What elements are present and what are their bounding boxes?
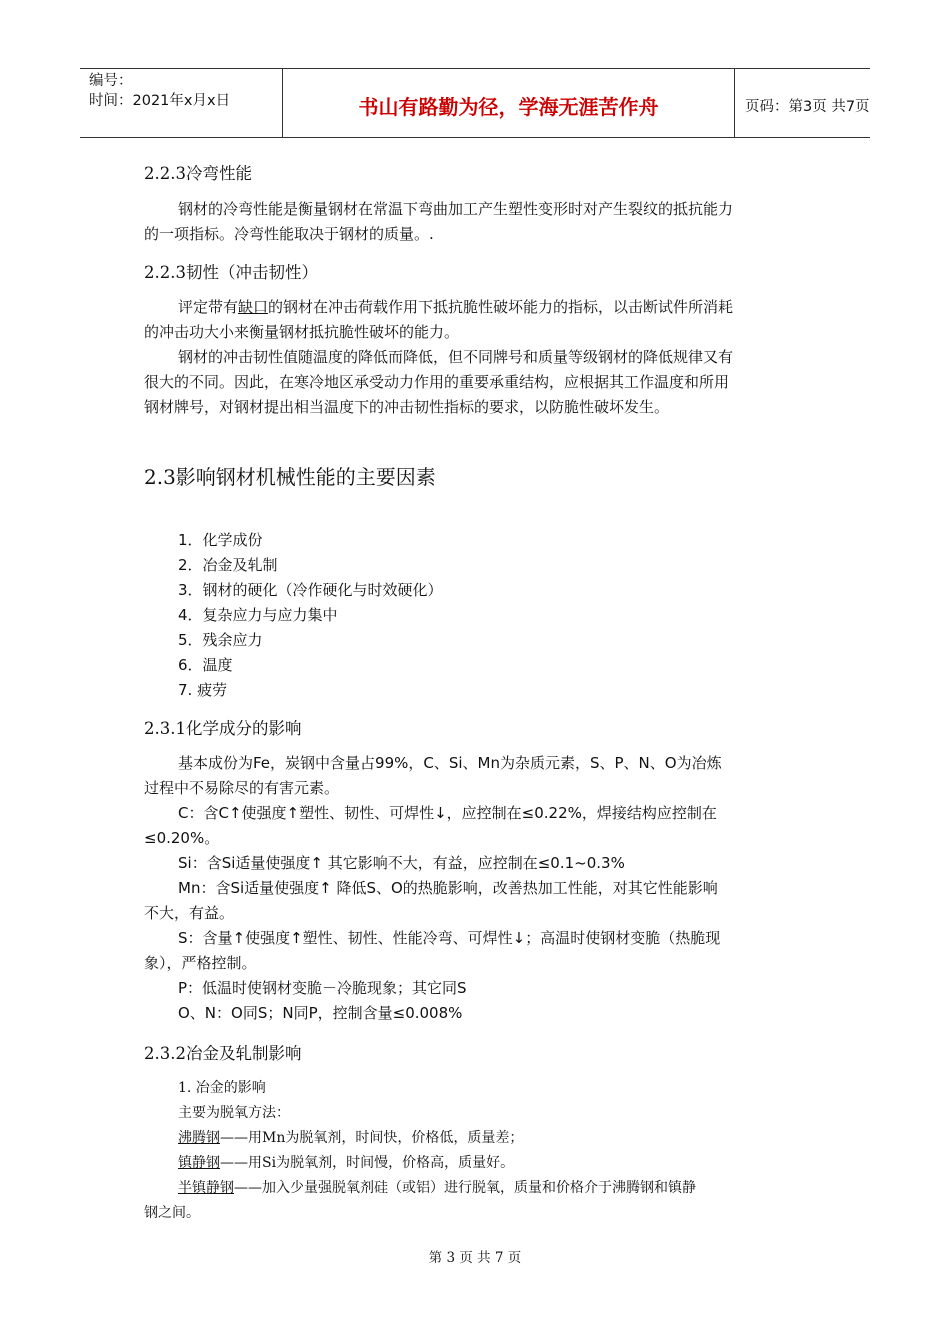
list-item: 4．复杂应力与应力集中 [178, 606, 338, 624]
paragraph-line [178, 1128, 523, 1148]
list-item: 3．钢材的硬化（冷作硬化与时效硬化） [178, 581, 443, 599]
paragraph-line: 过程中不易除尽的有害元素。 [144, 779, 340, 797]
subsection-title: 1. 冶金的影响 [178, 1080, 266, 1096]
text-run: ——加入少量强脱氧剂硅（或铝）进行脱氧，质量和价格介于沸腾钢和镇静 [234, 1180, 696, 1196]
paragraph-line [178, 297, 733, 317]
underlined-term: 沸腾钢 [178, 1130, 220, 1146]
section-title: 2.2.3冷弯性能 [144, 164, 252, 183]
header-motto: 书山有路勤为径，学海无涯苦作舟 [358, 95, 659, 119]
paragraph-line: 钢之间。 [144, 1205, 200, 1221]
header-page-info: 页码：第3页 共7页 [745, 99, 870, 115]
chapter-title: 2.3影响钢材机械性能的主要因素 [144, 465, 436, 489]
paragraph-line: 象），严格控制。 [144, 954, 257, 972]
number-label: 编号： [89, 73, 133, 89]
page-footer: 第 3 页 共 7 页 [428, 1250, 522, 1266]
section-title: 2.3.2冶金及轧制影响 [144, 1044, 302, 1063]
paragraph-line: O、N：O同S；N同P，控制含量≤0.008% [178, 1004, 463, 1022]
paragraph-line: 很大的不同。因此，在寒冷地区承受动力作用的重要承重结构，应根据其工作温度和所用 [144, 373, 730, 391]
paragraph-line: Si：含Si适量使强度↑ 其它影响不大，有益，应控制在≤0.1~0.3% [178, 854, 625, 872]
list-item: 2．冶金及轧制 [178, 556, 278, 574]
page-header [80, 68, 870, 138]
list-item: 1．化学成份 [178, 531, 263, 549]
paragraph-line: 钢材的冲击韧性值随温度的降低而降低，但不同牌号和质量等级钢材的降低规律又有 [178, 348, 734, 366]
paragraph-line: P：低温时使钢材变脆－冷脆现象；其它同S [178, 979, 467, 997]
underlined-term: 镇静钢 [178, 1155, 220, 1171]
paragraph-line: 基本成份为Fe，炭钢中含量占99%，C、Si、Mn为杂质元素，S、P、N、O为冶炼 [178, 754, 722, 772]
date-label: 时间：2021年x月x日 [89, 93, 231, 109]
header-motto-cell [283, 69, 735, 137]
section-title: 2.2.3韧性（冲击韧性） [144, 263, 318, 282]
paragraph-line [178, 1153, 514, 1173]
text-run: ——用Si为脱氧剂，时间慢，价格高，质量好。 [220, 1155, 515, 1171]
paragraph-line: 的冲击功大小来衡量钢材抵抗脆性破坏的能力。 [144, 323, 460, 341]
paragraph-line: Mn：含Si适量使强度↑ 降低S、O的热脆影响，改善热加工性能，对其它性能影响 [178, 879, 718, 897]
paragraph-line: S：含量↑使强度↑塑性、韧性、性能冷弯、可焊性↓；高温时使钢材变脆（热脆现 [178, 929, 721, 947]
paragraph-line: C：含C↑使强度↑塑性、韧性、可焊性↓，应控制在≤0.22%，焊接结构应控制在 [178, 804, 717, 822]
list-item: 7. 疲劳 [178, 681, 228, 699]
underlined-term: 缺口 [238, 298, 269, 316]
paragraph-line: 不大，有益。 [144, 904, 235, 922]
header-meta [80, 69, 283, 137]
list-item: 5．残余应力 [178, 631, 263, 649]
underlined-term: 半镇静钢 [178, 1180, 234, 1196]
text-run: ——用Mn为脱氧剂，时间快，价格低，质量差； [220, 1130, 524, 1146]
paragraph-line: 的一项指标。冷弯性能取决于钢材的质量。. [144, 225, 434, 243]
paragraph-line: ≤0.20%。 [144, 829, 220, 847]
paragraph-line [178, 1178, 696, 1198]
list-item: 6．温度 [178, 656, 233, 674]
paragraph-line: 钢材牌号，对钢材提出相当温度下的冲击韧性指标的要求，以防脆性破坏发生。 [144, 398, 670, 416]
text-run: 评定带有 [178, 298, 239, 316]
text-run: 的钢材在冲击荷载作用下抵抗脆性破坏能力的指标，以击断试件所消耗 [268, 298, 734, 316]
paragraph-line: 钢材的冷弯性能是衡量钢材在常温下弯曲加工产生塑性变形时对产生裂纹的抵抗能力 [178, 200, 734, 218]
paragraph-line: 主要为脱氧方法： [178, 1105, 290, 1121]
section-title: 2.3.1化学成分的影响 [144, 719, 302, 738]
